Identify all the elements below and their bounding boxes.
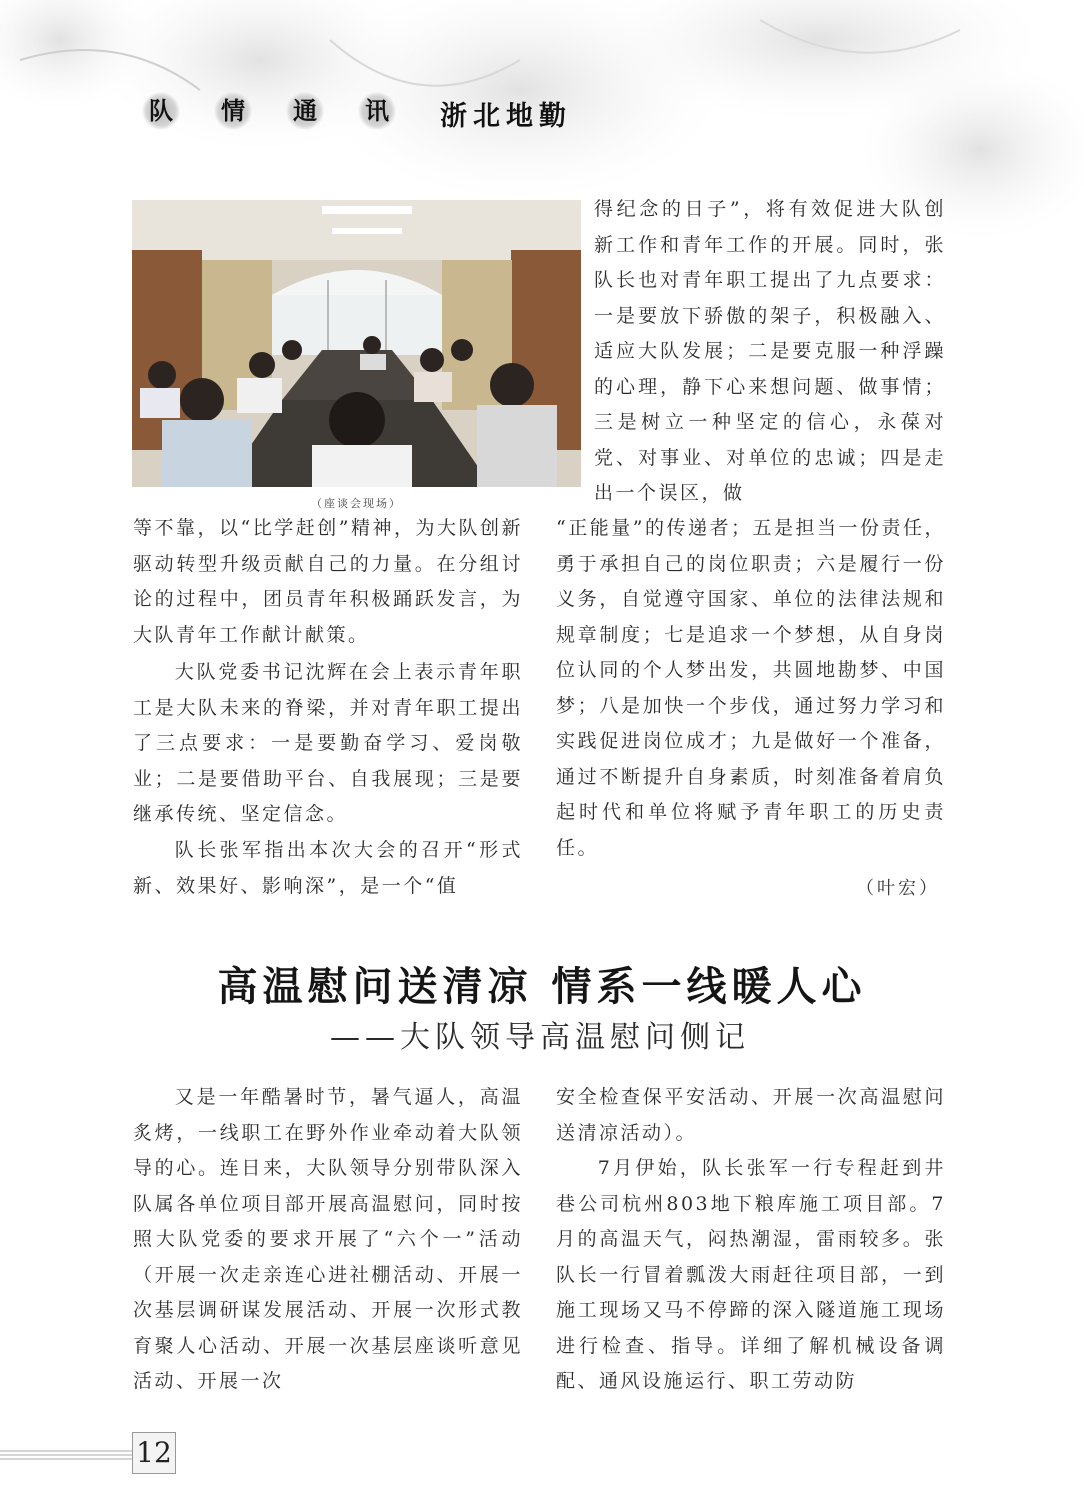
article1-left-paragraph-2: 大队党委书记沈辉在会上表示青年职工是大队未来的脊梁，并对青年职工提出了三点要求：一是要勤奋学习、爱岗敬业；二是要借助平台、自我展现；三是要继承传统、坚定信念。 xyxy=(133,661,523,825)
article2-title: 高温慰问送清凉 情系一线暖人心 xyxy=(217,963,867,1010)
page-number-rule xyxy=(0,1448,132,1462)
article1-author: （叶宏） xyxy=(856,878,940,899)
header-char-1: 队 xyxy=(142,92,180,130)
header-char-2: 情 xyxy=(214,92,252,130)
photo-caption: （座谈会现场） xyxy=(311,497,402,510)
article2-left-paragraph: 又是一年酷暑时节，暑气逼人，高温炙烤，一线职工在野外作业牵动着大队领导的心。连日来，大队领导分别带队深入队属各单位项目部开展高温慰问，同时按照大队党委的要求开展了“六个一”活动（开展一次走亲连心进社棚活动、开展一次基层调研谋发展活动、开展一次形式教育聚人心活动、开展一次基层座谈听意见活动、开展一次 xyxy=(133,1086,523,1392)
article2-right-paragraph-2: 7月伊始，队长张军一行专程赶到井巷公司杭州803地下粮库施工项目部。7月的高温天气，闷热潮湿，雷雨较多。张队长一行冒着瓢泼大雨赶往项目部，一到施工现场又马不停蹄的深入隧道施工现场进行检查、指导。详细了解机械设备调配、通风设施运行、职工劳动防 xyxy=(556,1157,946,1392)
article2-right-paragraph-1: 安全检查保平安活动、开展一次高温慰问送清凉活动）。 xyxy=(556,1086,946,1144)
header-char-3: 通 xyxy=(286,92,324,130)
article1-left-paragraph-1: 等不靠，以“比学赶创”精神，为大队创新驱动转型升级贡献自己的力量。在分组讨论的过程中，团员青年积极踊跃发言，为大队青年工作献计献策。 xyxy=(133,517,523,646)
article2-subtitle: ——大队领导高温慰问侧记 xyxy=(330,1020,750,1055)
meeting-photo xyxy=(132,200,581,487)
article1-left-paragraph-3: 队长张军指出本次大会的召开“形式新、效果好、影响深”，是一个“值 xyxy=(133,839,523,897)
article1-right-top-paragraph: 得纪念的日子”，将有效促进大队创新工作和青年工作的开展。同时，张队长也对青年职工提出了九点要求：一是要放下骄傲的架子，积极融入、适应大队发展；二是要克服一种浮躁的心理，静下心来想问题、做事情；三是树立一种坚定的信心，永葆对党、对事业、对单位的忠诚；四是走出一个误区，做 xyxy=(594,198,946,504)
page-number: 12 xyxy=(132,1432,176,1474)
publication-brand: 浙北地勤 xyxy=(440,101,572,132)
article1-right-bottom-paragraph: “正能量”的传递者；五是担当一份责任，勇于承担自己的岗位职责；六是履行一份义务，自觉遵守国家、单位的法律法规和规章制度；七是追求一个梦想，从自身岗位认同的个人梦出发，共圆地勘梦、中国梦；八是加快一个步伐，通过努力学习和实践促进岗位成才；九是做好一个准备，通过不断提升自身素质，时刻准备着肩负起时代和单位将赋予青年职工的历史责任。 xyxy=(556,517,946,859)
header-char-4: 讯 xyxy=(358,92,396,130)
